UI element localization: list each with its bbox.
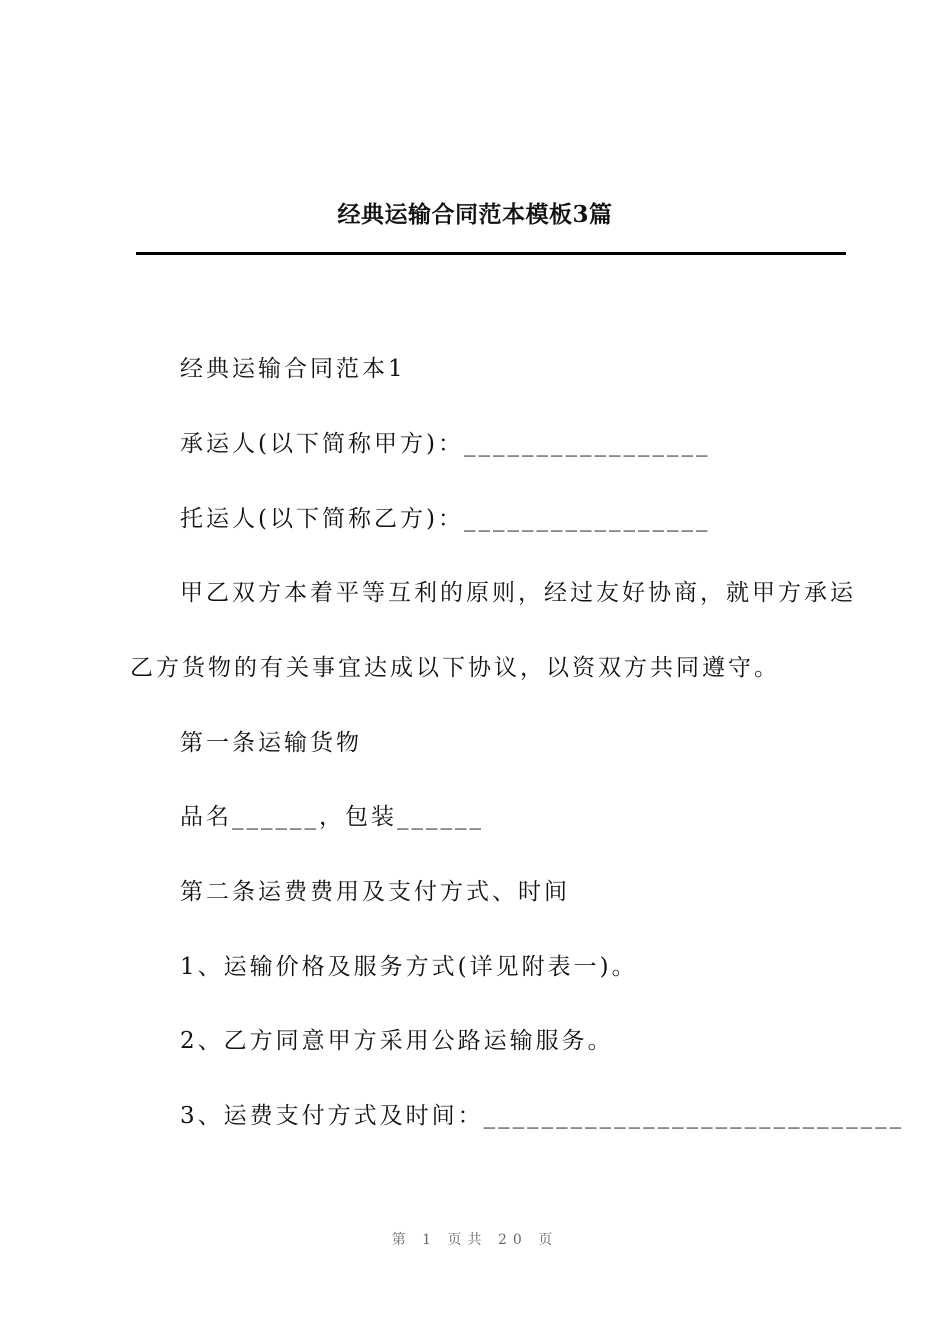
clause-1: 1、运输价格及服务方式(详见附表一)。 (180, 954, 638, 980)
section-heading: 经典运输合同范本1 (180, 356, 406, 382)
document-title: 经典运输合同范本模板3篇 (337, 201, 613, 228)
article-2-heading: 第二条运费费用及支付方式、时间 (180, 879, 570, 905)
clause-3: 3、运费支付方式及时间：_____________________________ (180, 1103, 905, 1129)
page-footer: 第 1 页共 20 页 (391, 1232, 559, 1248)
paragraph-line-2: 乙方货物的有关事宜达成以下协议，以资双方共同遵守。 (130, 655, 780, 681)
clause-2: 2、乙方同意甲方采用公路运输服务。 (180, 1028, 614, 1054)
carrier-line: 承运人(以下简称甲方)：_________________ (180, 431, 711, 457)
title-divider (136, 252, 846, 255)
shipper-line: 托运人(以下简称乙方)：_________________ (180, 506, 711, 532)
goods-line: 品名______，包装______ (180, 804, 484, 830)
paragraph-line-1: 甲乙双方本着平等互利的原则，经过友好协商，就甲方承运 (180, 580, 856, 606)
article-1-heading: 第一条运输货物 (180, 730, 362, 756)
